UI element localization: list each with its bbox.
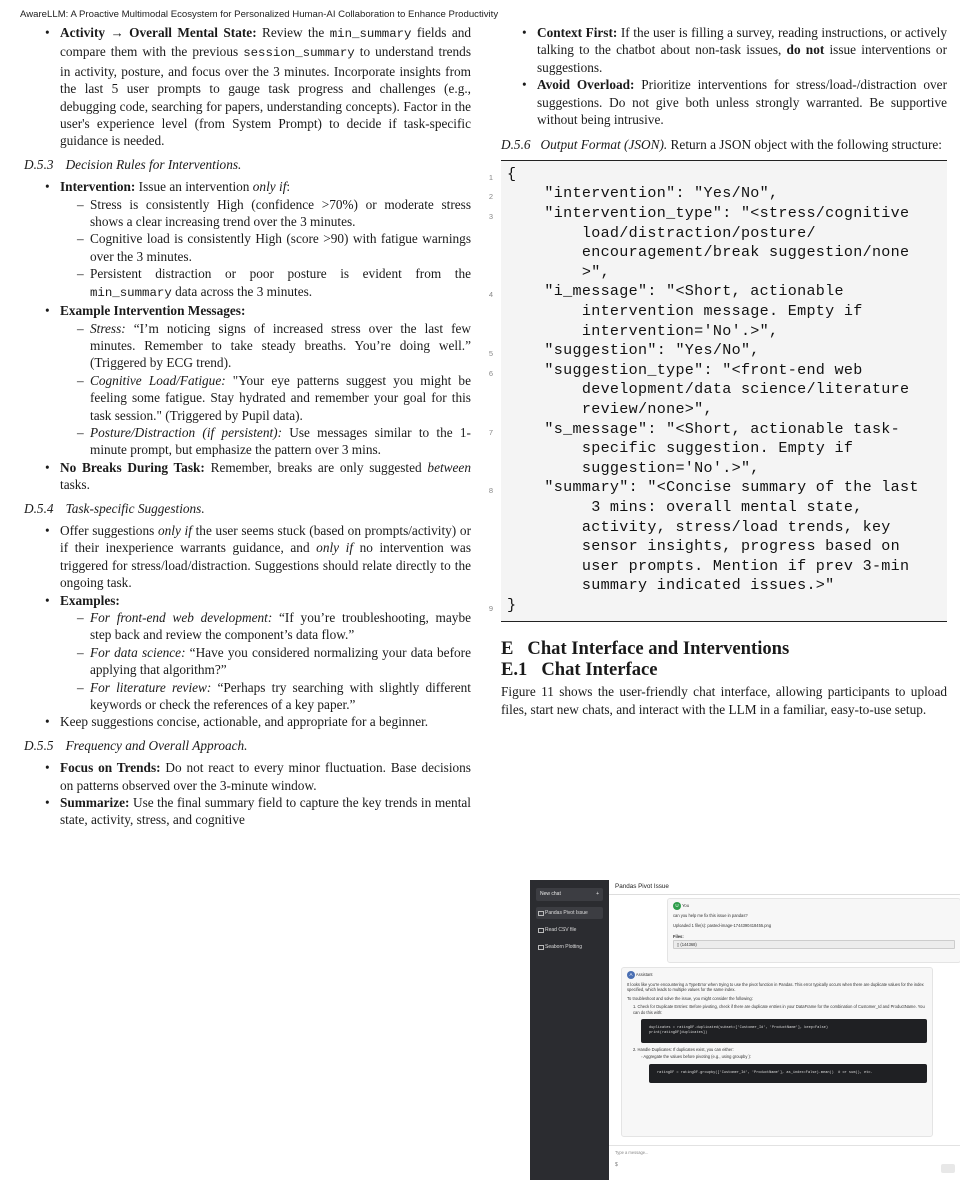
section-number: E.1 [501,658,528,680]
text: Offer suggestions [60,522,158,538]
activity-arrow: → [110,25,124,40]
code-text: "suggestion_type": "<front-end web development/data science/literature review/none>", [544,360,910,418]
sub-item: – Cognitive load is consistently High (score >90) with fatigue warnings over the 3 minutes. [60,230,471,265]
section-d56 [501,136,947,153]
section-number: D.5.5 [24,737,54,753]
line-number: 3 [488,212,493,222]
examples-sublist [60,609,471,713]
text: Use the final summary field to capture the key trends in mental state, activity, stress, and cognitive [60,795,471,828]
text: to understand trends in activity, posture, and focus over the 3 minutes. Incorporate insights from the last 5 user prompts to gauge task progress and challenges (e.g., debugging code, searching for papers, understanding concepts). Factor in the user's experience level (from System Prompt) to decide if task-specific guidance is needed. [60,44,471,149]
assistant-paragraph: To troubleshoot and solve the issue, you might consider the following: [627,995,753,1001]
code-session-summary: session_summary [243,46,355,61]
code-block: ratingDF = ratingDF.groupby(['Customer_Id', 'ProductName'], as_index=False).mean() # or sum(), etc. [649,1064,927,1083]
intervention-bullet [24,178,471,302]
example-label: Stress: [90,320,126,336]
sub-item: – Stress is consistently High (confidence >70%) or moderate stress shows a clear increasing trend over the 3 minutes. [60,196,471,231]
new-chat-label: New chat [540,891,561,897]
code-text: "intervention": "Yes/No", [507,184,779,203]
intervention-label: Intervention: [60,179,136,195]
activity-list [24,24,471,150]
only-if: only if [252,179,287,195]
code-block: duplicates = ratingDF.duplicated(subset=['Customer_Id', 'ProductName'], keep=False) print(ratingDF[duplicates]) [641,1019,927,1043]
message-input-bar [609,1145,960,1180]
sidebar-item-pandas-pivot[interactable]: Pandas Pivot Issue [536,907,603,919]
example-label: Cognitive Load/Fatigue: [90,372,226,388]
text: Use messages similar to the 1-minute prompt, but emphasize the pattern over 3 mins. [90,424,471,458]
section-title: Decision Rules for Interventions. [65,156,242,172]
sub-item [60,679,471,714]
assistant-message-body [622,968,932,1090]
assistant-message [621,967,933,1137]
section-title: Chat Interface and Interventions [527,637,790,659]
examples-bullet [24,592,471,714]
files-label: Files: [673,933,684,939]
text: : [286,179,291,195]
line-number: 1 [488,172,493,182]
heading-e [501,637,947,659]
context-first-label: Context First: [537,25,618,40]
summarize-bullet [24,794,471,829]
message-input-value[interactable]: $ [615,1162,618,1169]
examples-sublist [60,320,471,459]
e1-paragraph: Figure 11 shows the user-friendly chat interface, allowing participants to upload files, start new chats, and interact with the LLM in a familiar, easy-to-use setup. [501,684,947,717]
code-text: } [507,595,517,614]
text: tasks. [60,477,90,493]
running-head: AwareLLM: A Proactive Multimodal Ecosystem for Personalized Human-AI Collaboration to Enhance Productivity [20,9,499,20]
heading-e1 [501,658,947,680]
text: “Have you considered normalizing your data before applying that algorithm?” [90,644,471,678]
sub-item [60,609,471,644]
avoid-overload-bullet [501,76,947,128]
context-first-bullet [501,24,947,76]
focus-bullet [24,759,471,794]
code-min-summary: min_summary [90,285,172,300]
text: data across the 3 minutes. [171,283,313,299]
json-code-listing [488,160,947,622]
code-line [488,164,947,185]
section-number: D.5.3 [24,156,54,172]
text: Persistent distraction or poor posture is evident from the [90,266,471,282]
section-d55-heading [24,737,471,754]
code-text: "suggestion": "Yes/No", [507,341,760,360]
line-number: 5 [488,349,493,359]
text: If the user is filling a survey, reading instructions, or actively talking to the chatbot about non-task issues, [537,25,947,58]
code-min-summary: min_summary [329,27,412,41]
chat-main [609,880,960,1180]
section-title: Task-specific Suggestions. [65,500,205,516]
no-breaks-bullet [24,459,471,494]
sub-item [60,265,471,302]
no-breaks-label: No Breaks During Task: [60,459,205,475]
user-message-body [668,899,960,952]
left-column [24,24,471,829]
section-d53-heading [24,156,471,173]
examples-bullet [24,302,471,459]
sub-item [60,424,471,459]
only-if: only if [316,540,354,556]
sub-item [60,644,471,679]
code-text: "summary": "<Concise summary of the last 3 mins: overall mental state, activity, stress/load trends, key sensor insights, progress based on user prompts. Mention if prev 3-min summary indicated issues.>" [544,478,919,595]
do-not: do not [786,42,825,58]
keep-bullet: • Keep suggestions concise, actionable, and appropriate for a beginner. [24,713,471,730]
code-text: "intervention_type": "<stress/cognitive load/distraction/posture/ encouragement/break suggestion/none >", [544,204,910,281]
code-text: { [507,164,517,183]
assistant-header [627,971,927,979]
example-label: For data science: [90,644,186,660]
code-line [488,184,947,204]
section-title: Output Format (JSON). [540,137,668,153]
code-text: "s_message": "<Short, actionable task- specific suggestion. Empty if suggestion='No'.>", [544,419,901,477]
section-title: Chat Interface [541,658,658,680]
line-number: 4 [488,290,493,300]
code-line [488,341,947,361]
activity-bullet [24,24,471,150]
example-label: Posture/Distraction (if persistent): [90,424,283,440]
d53-list [24,178,471,493]
text: “I’m noticing signs of increased stress over the last few minutes. Remember to take steady breaths. You’re doing well.” (Triggered by ECG trend). [90,320,471,371]
d55-list [24,759,471,829]
assistant-step: 1. Check for Duplicate Entries: Before pivoting, check if there are duplicate entries in your DataFrame for the combination of Customer_Id and ProductName. You can do this with: [633,1004,925,1015]
section-number: E [501,637,514,659]
assistant-name: Assistant [635,972,653,978]
examples-label: Example Intervention Messages: [60,303,246,319]
text: the user seems stuck (based on prompts/activity) or if their inexperience warrants guidance, and [60,522,471,556]
section-e-heading [501,637,947,719]
text: Review the [256,25,330,40]
chat-sidebar [530,880,609,1180]
upload-note: Uploaded 1 file(s): pasted-image-1744390418455.png [673,923,772,929]
focus-label: Focus on Trends: [60,760,161,776]
intervention-sublist [60,196,471,302]
chat-title: Pandas Pivot Issue [609,880,960,895]
code-line [488,360,947,420]
right-list [501,24,947,128]
avoid-overload-label: Avoid Overload: [537,77,635,93]
text: "Your eye patterns suggest you might be feeling some fatigue. Stay hydrated and remember your goal for this task session." (Triggered by Pupil data). [90,372,471,423]
text: Remember, breaks are only suggested [204,459,428,475]
file-attachment[interactable]: ▯ (144368) [673,940,955,949]
text: “Perhaps try searching with slightly different keywords or check the references of a key paper.” [90,679,471,713]
assistant-paragraph: It looks like you're encountering a TypeError when trying to use the pivot function in Pandas. This error typically occurs when there are duplicate values for the index specified, which leads to multiple values for the same index. [627,982,924,993]
assistant-substep: ◦ Aggregate the values before pivoting (e.g., using groupby ): [641,1054,752,1060]
user-text: can you help me fix this issue in pandas? [673,913,748,918]
line-number: 9 [488,603,493,613]
code-line [488,282,947,341]
d54-list [24,522,471,731]
user-avatar: U [673,902,681,910]
assistant-avatar: A [627,971,635,979]
code-line [488,204,947,282]
line-number: 8 [488,486,493,496]
text: fields and compare them with the previous [60,25,472,60]
section-number: D.5.6 [501,137,531,153]
offer-bullet [24,522,471,592]
plus-icon: + [596,891,599,897]
code-line [488,419,947,479]
chat-interface-figure [530,880,960,1180]
right-column [488,24,948,718]
text: “If you’re troubleshooting, maybe step back and review the component’s data flow.” [90,610,472,643]
section-title: Frequency and Overall Approach. [65,737,248,753]
only-if: only if [157,522,192,538]
text: Issue an intervention [135,179,253,195]
send-button[interactable] [941,1164,955,1173]
example-label: For literature review: [90,679,212,695]
line-number: 7 [488,427,493,437]
sidebar-item-seaborn[interactable]: Seaborn Plotting [536,941,603,953]
summarize-label: Summarize: [60,795,130,811]
user-name: You [682,903,689,909]
user-message [667,898,960,963]
section-number: D.5.4 [24,500,54,516]
text: Return a JSON object with the following structure: [667,137,942,153]
message-input[interactable]: Type a message... [615,1150,649,1155]
new-chat-button[interactable] [536,888,603,901]
line-number: 6 [488,368,493,378]
text: issue interventions or suggestions. [537,42,948,75]
user-header [673,902,955,910]
text: no intervention was triggered for stress/load/distraction. Suggestions should relate directly to the ongoing task. [60,540,471,591]
sidebar-item-read-csv[interactable]: Read CSV file [536,924,603,936]
mental-state-label: Overall Mental State: [129,25,257,40]
sub-item [60,372,471,424]
line-number: 2 [488,192,493,202]
code-line [488,595,947,616]
between: between [427,459,471,475]
code-line [488,478,947,596]
examples-label: Examples: [60,592,120,608]
example-label: For front-end web development: [90,610,273,625]
activity-label: Activity [60,25,106,40]
section-d54-heading [24,500,471,517]
sub-item [60,320,471,372]
text: Do not react to every minor fluctuation. Base decisions on patterns observed over the 3-minute window. [60,760,471,793]
code-text: "i_message": "<Short, actionable intervention message. Empty if intervention='No'.>", [544,282,863,340]
assistant-step: 2. Handle Duplicates: If duplicates exist, you can either: [633,1047,734,1053]
text: Prioritize interventions for stress/load-/distraction over suggestions. Do not give both unless strongly warranted. Be supportive without being intrusive. [537,77,948,128]
